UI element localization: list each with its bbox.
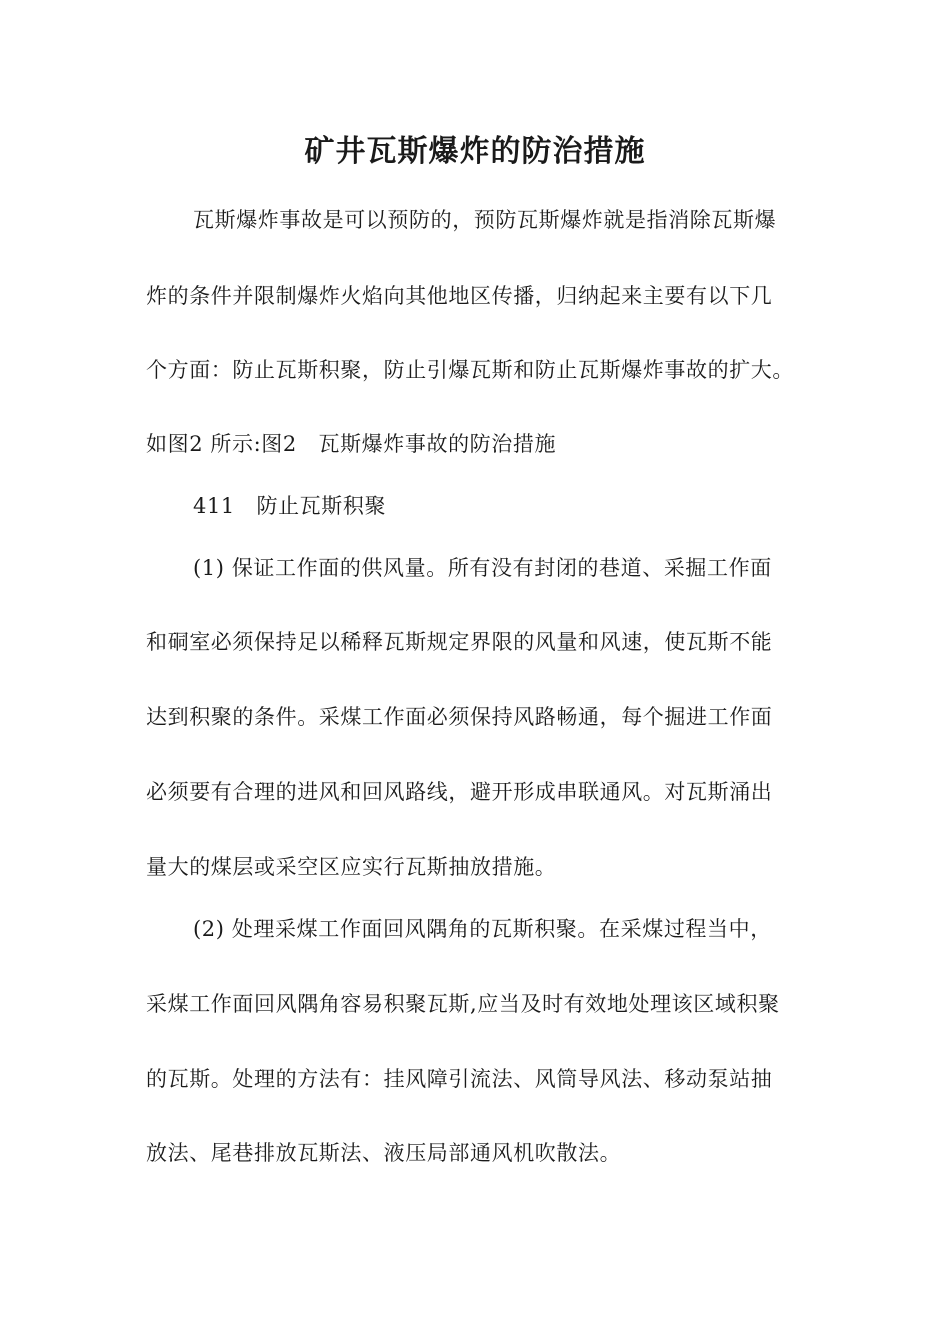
- paragraph-line: (1) 保证工作面的供风量。所有没有封闭的巷道、采掘工作面: [193, 556, 772, 580]
- document-title: 矿井瓦斯爆炸的防治措施: [304, 134, 646, 169]
- paragraph-line: 瓦斯爆炸事故是可以预防的，预防瓦斯爆炸就是指消除瓦斯爆: [193, 208, 777, 232]
- paragraph-line: 量大的煤层或采空区应实行瓦斯抽放措施。: [146, 855, 557, 879]
- paragraph-line: 个方面：防止瓦斯积聚，防止引爆瓦斯和防止瓦斯爆炸事故的扩大。: [146, 358, 794, 382]
- paragraph-line: (2) 处理采煤工作面回风隅角的瓦斯积聚。在采煤过程当中，: [193, 917, 772, 941]
- figure-reference-line: 如图2 所示:图2 瓦斯爆炸事故的防治措施: [146, 432, 557, 456]
- paragraph-line: 必须要有合理的进风和回风路线，避开形成串联通风。对瓦斯涌出: [146, 780, 773, 804]
- paragraph-line: 放法、尾巷排放瓦斯法、液压局部通风机吹散法。: [146, 1141, 622, 1165]
- paragraph-line: 炸的条件并限制爆炸火焰向其他地区传播，归纳起来主要有以下几: [146, 284, 773, 308]
- paragraph-line: 的瓦斯。处理的方法有：挂风障引流法、风筒导风法、移动泵站抽: [146, 1067, 773, 1091]
- paragraph-line: 达到积聚的条件。采煤工作面必须保持风路畅通，每个掘进工作面: [146, 705, 773, 729]
- paragraph-line: 采煤工作面回风隅角容易积聚瓦斯,应当及时有效地处理该区域积聚: [146, 992, 780, 1016]
- section-heading: 411 防止瓦斯积聚: [193, 494, 387, 518]
- paragraph-line: 和硐室必须保持足以稀释瓦斯规定界限的风量和风速，使瓦斯不能: [146, 630, 773, 654]
